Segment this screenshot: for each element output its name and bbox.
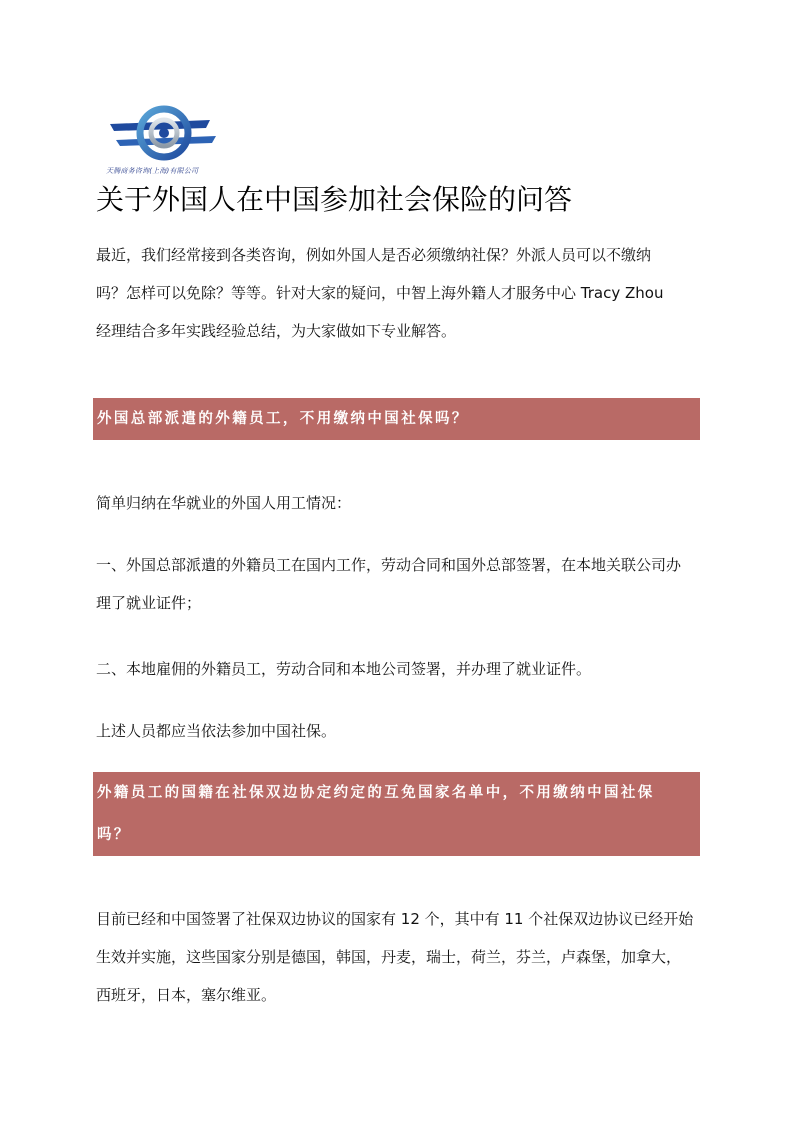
item-line: 理了就业证件； (96, 594, 202, 612)
section1-item-1 (96, 546, 700, 622)
logo-emblem-icon (106, 104, 226, 166)
intro-line: 最近，我们经常接到各类咨询，例如外国人是否必须缴纳社保？外派人员可以不缴纳 (96, 246, 652, 264)
conclusion-line: 上述人员都应当依法参加中国社保。 (96, 722, 337, 740)
intro-line: 吗？怎样可以免除？等等。针对大家的疑问，中智上海外籍人才服务中心 Tracy Zhou (96, 284, 664, 302)
section-heading-band (93, 772, 700, 856)
item-line: 二、本地雇佣的外籍员工，劳动合同和本地公司签署，并办理了就业证件。 (96, 660, 592, 678)
section1-lead (96, 484, 700, 522)
logo-caption: 天腾商务咨询(上海)有限公司 (106, 167, 199, 175)
lead-line: 简单归纳在华就业的外国人用工情况： (96, 494, 352, 512)
intro-paragraph (96, 236, 700, 350)
section1-conclusion (96, 712, 700, 750)
intro-line: 经理结合多年实践经验总结，为大家做如下专业解答。 (96, 322, 457, 340)
body-line: 目前已经和中国签署了社保双边协议的国家有 12 个，其中有 11 个社保双边协议已经开始 (96, 910, 694, 928)
section-heading-band (93, 398, 700, 440)
section2-body (96, 900, 700, 1014)
item-line: 一、外国总部派遣的外籍员工在国内工作，劳动合同和国外总部签署，在本地关联公司办 (96, 556, 682, 574)
page-title: 关于外国人在中国参加社会保险的问答 (96, 183, 573, 216)
section-heading: 外国总部派遣的外籍员工，不用缴纳中国社保吗？ (97, 411, 469, 427)
body-line: 生效并实施，这些国家分别是德国，韩国，丹麦，瑞士，荷兰，芬兰，卢森堡，加拿大， (96, 948, 682, 966)
section-heading: 吗？ (97, 827, 131, 843)
body-line: 西班牙，日本，塞尔维亚。 (96, 986, 277, 1004)
section1-item-2 (96, 650, 700, 688)
section-heading: 外籍员工的国籍在社保双边协定约定的互免国家名单中，不用缴纳中国社保 (97, 785, 655, 801)
